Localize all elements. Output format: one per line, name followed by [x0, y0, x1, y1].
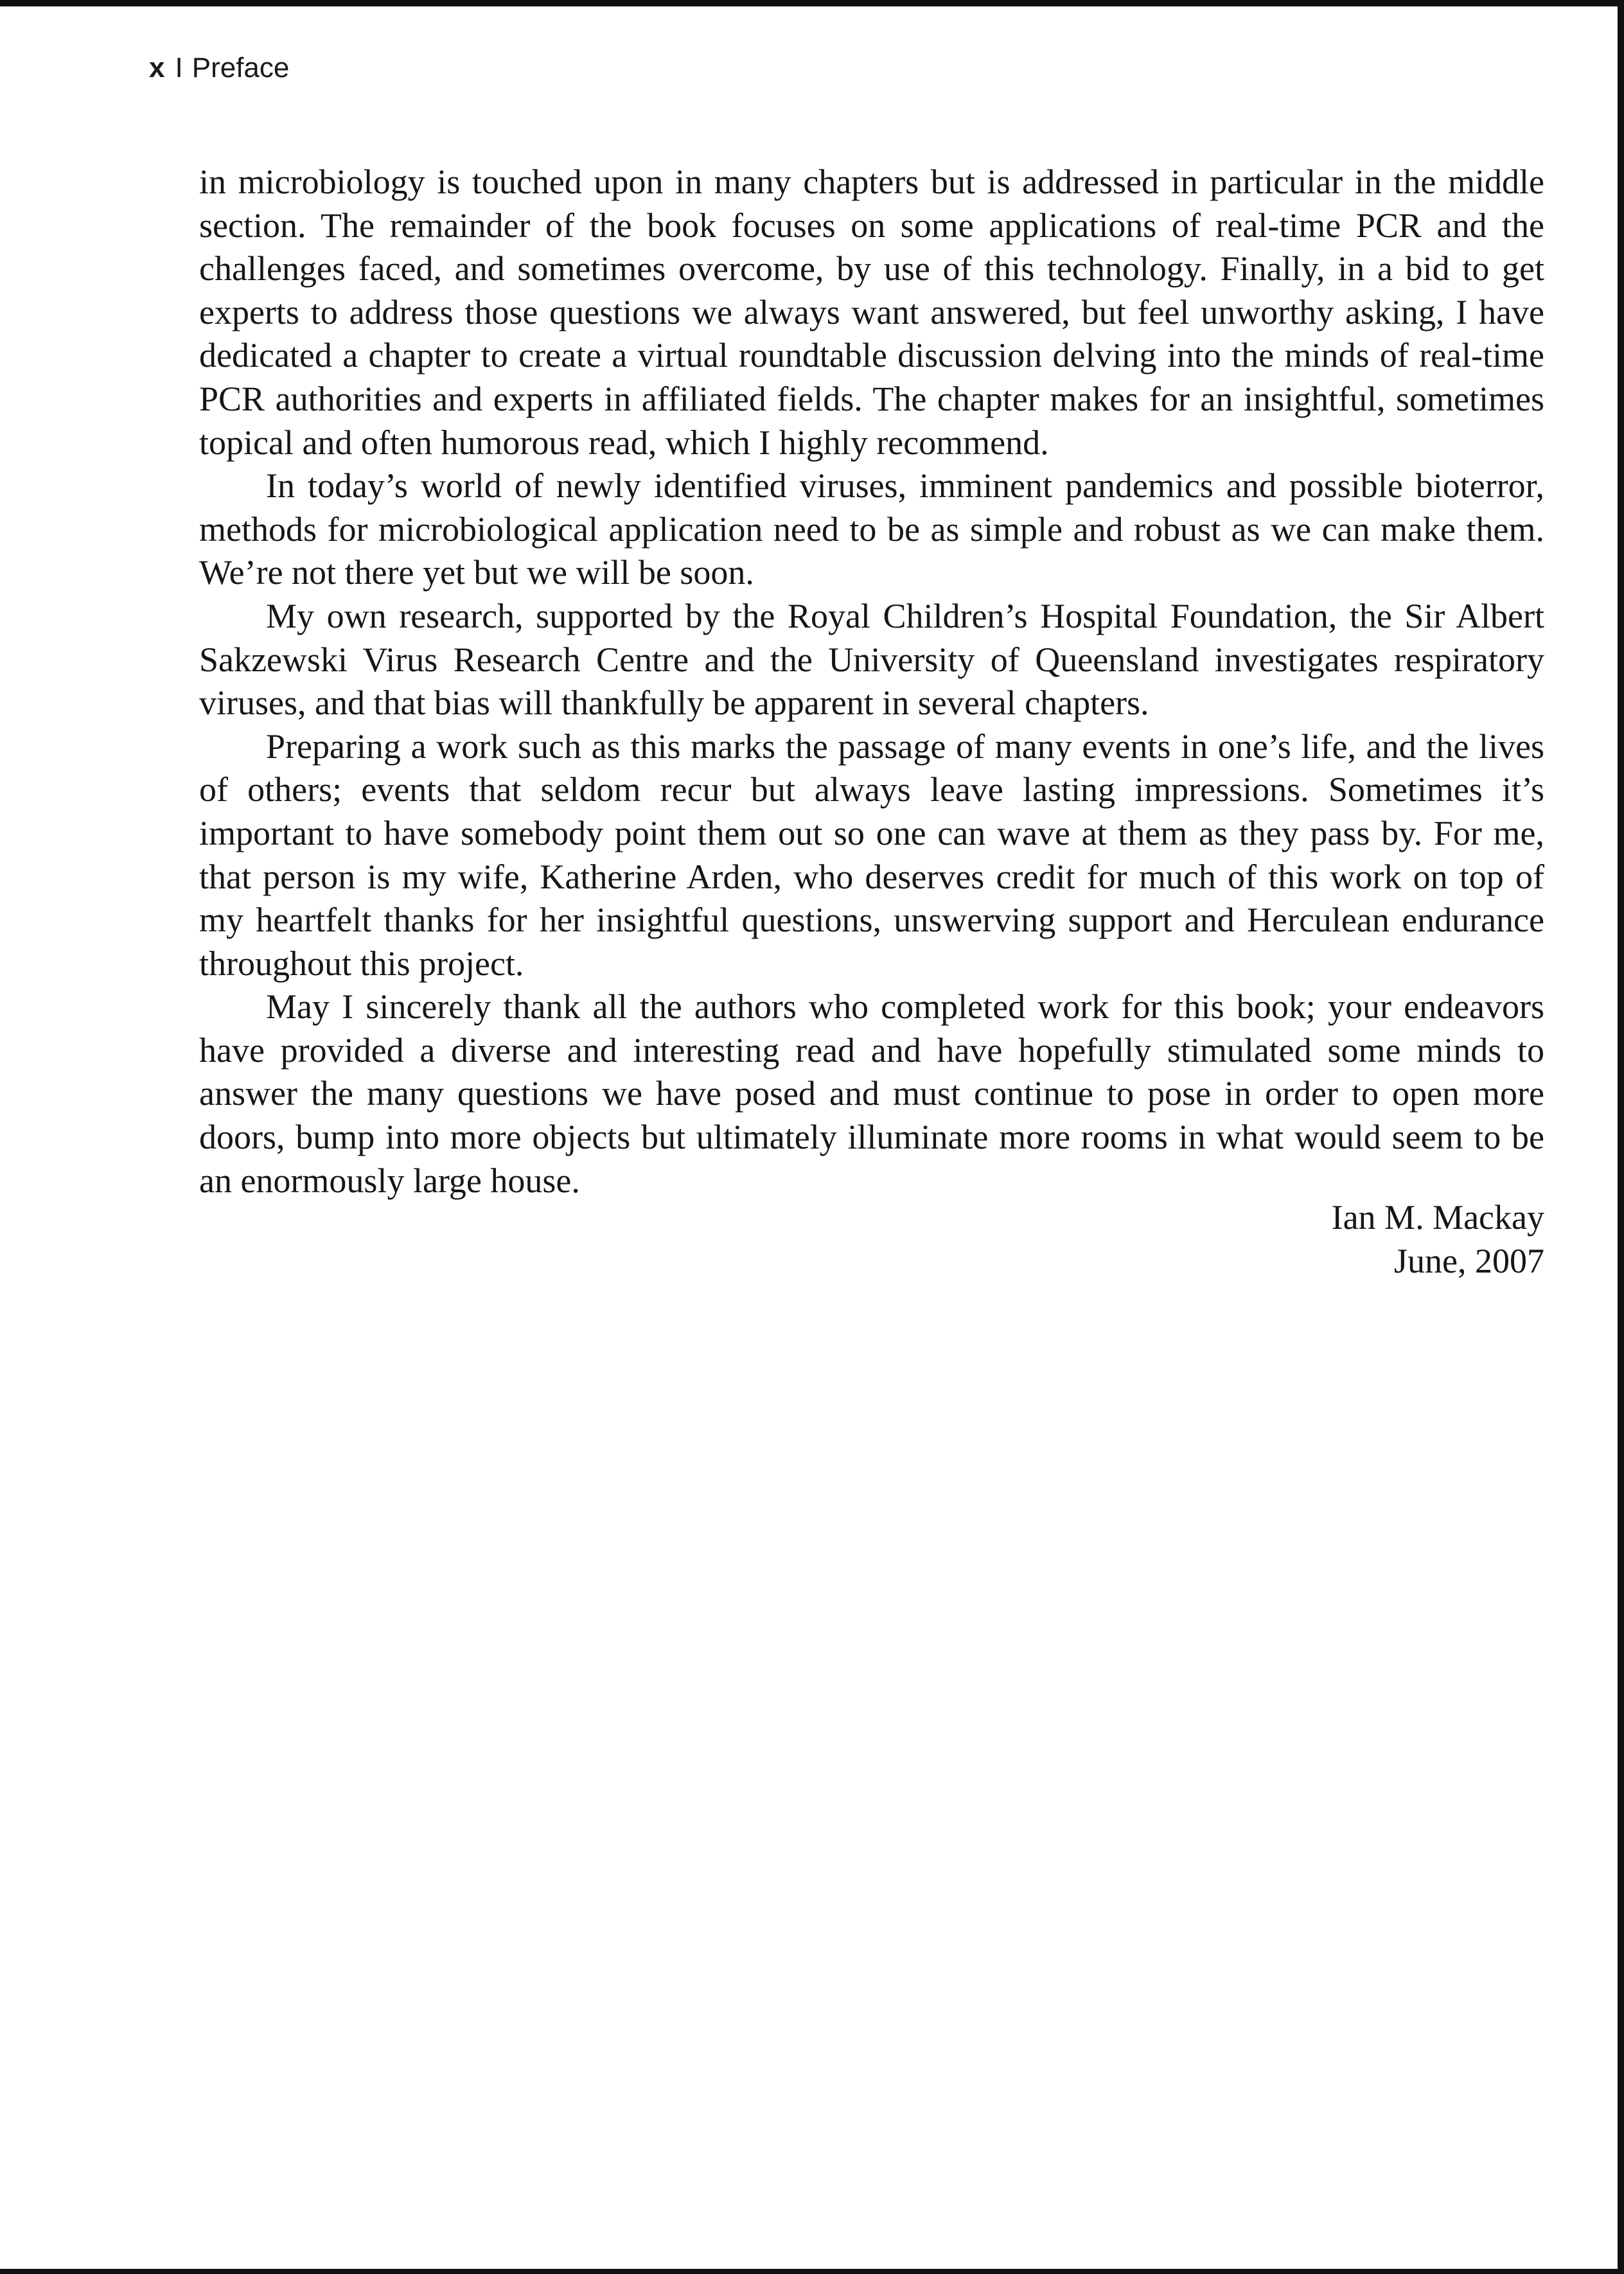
- signature-date: June, 2007: [1394, 1241, 1544, 1280]
- body-text: [199, 161, 1544, 1203]
- section-title: Preface: [191, 52, 290, 84]
- page-number: x: [149, 52, 165, 84]
- paragraph-1: in microbiology is touched upon in many chapters but is addressed in particular in the middle section. The remainder of the book focuses on some applications of real-time PCR and the challenges faced, and sometimes overcome, by use of this technology. Finally, in a bid to get experts to address those questions we always want answered, but feel unworthy asking, I have dedicated a chapter to create a virtual roundtable discussion delving into the minds of real-time PCR authorities and experts in affiliated fields. The chapter makes for an insightful, sometimes topical and often humorous read, which I highly recommend.: [199, 163, 1544, 462]
- paragraph-5: May I sincerely thank all the authors who completed work for this book; your endeavors have provided a diverse and interesting read and have hopefully stimulated some minds to answer the many questions we have posed and must continue to pose in order to open more doors, bump into more objects but ultimately illuminate more rooms in what would seem to be an enormously large house.: [199, 987, 1544, 1200]
- page-top-border: [0, 0, 1624, 6]
- paragraph-4: Preparing a work such as this marks the passage of many events in one’s life, and the lives of others; events that seldom recur but always leave lasting impressions. Sometimes it’s important to have somebody point them out so one can wave at them as they pass by. For me, that person is my wife, Katherine Arden, who deserves credit for much of this work on top of my heartfelt thanks for her insightful questions, unswerving support and Herculean endurance throughout this project.: [199, 727, 1544, 983]
- page-bottom-border: [0, 2269, 1624, 2274]
- page-right-border: [1618, 0, 1624, 2274]
- author-name: Ian M. Mackay: [1331, 1198, 1544, 1237]
- signature-block: [1332, 1196, 1544, 1283]
- header-separator: I: [175, 52, 183, 84]
- paragraph-3: My own research, supported by the Royal Children’s Hospital Foundation, the Sir Albert Sakzewski Virus Research Centre and the University of Queensland investigates respiratory viruses, and that bias will thankfully be apparent in several chapters.: [199, 596, 1544, 723]
- paragraph-2: In today’s world of newly identified viruses, imminent pandemics and possible bioterror, methods for microbiological application need to be as simple and robust as we can make them. We’re not there yet but we will be soon.: [199, 466, 1544, 592]
- running-head: [149, 49, 289, 87]
